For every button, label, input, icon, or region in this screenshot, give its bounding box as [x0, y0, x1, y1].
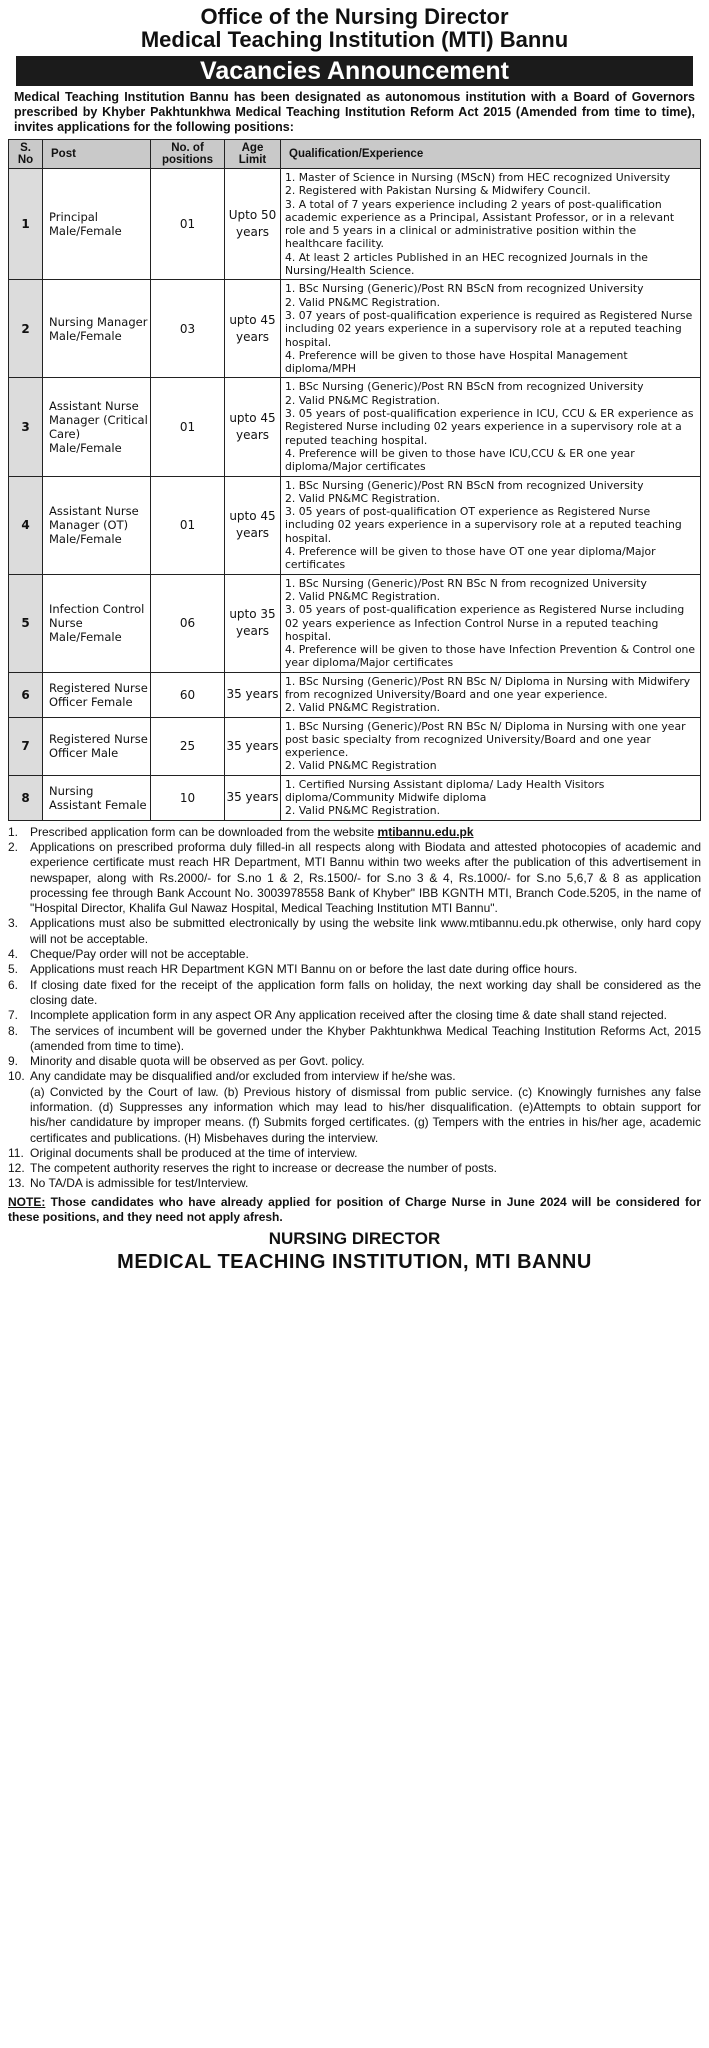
cell-age: 35 years [225, 672, 281, 717]
note-10-subitems: (a) Convicted by the Court of law. (b) Previous history of dismissal from public service. (c) Knowingly furnishes any false information. (d) Suppresses any information which may lead to his/her disqualification. (e)Attempts to obtain support for his/her candidature by improper means. (f) Submits forged certificates. (g) Tempers with the entries in his/her age, academic certificates and publications. (H) Misbehaves during the interview. [30, 1084, 701, 1145]
note-item: 12. The competent authority reserves the right to increase or decrease the number of posts. [8, 1161, 497, 1176]
cell-qualification [281, 717, 701, 775]
cell-qualification [281, 169, 701, 280]
cell-sno: 3 [9, 378, 43, 476]
table-row [9, 378, 701, 476]
cell-post: Principal Male/Female [43, 169, 151, 280]
cell-age: upto 45 years [225, 280, 281, 378]
signatory-title: NURSING DIRECTOR [268, 1228, 441, 1248]
note-item: 11. Original documents shall be produced at the time of interview. [8, 1145, 358, 1160]
note-text: Those candidates who have already applied for position of Charge Nurse in June 2024 will be considered for these positions, and they need not apply afresh. [8, 1194, 701, 1224]
table-row [9, 717, 701, 775]
cell-positions: 25 [151, 717, 225, 775]
note-item: 3. Applications must also be submitted electronically by using the website link www.mtibannu.edu.pk otherwise, only hard copy will not be acceptable. [8, 916, 701, 946]
cell-sno: 5 [9, 574, 43, 672]
institution-title: Medical Teaching Institution (MTI) Bannu [140, 27, 569, 52]
intro-paragraph: Medical Teaching Institution Bannu has been designated as autonomous institution with a Board of Governors prescribed by Khyber Pakhtunkhwa Medical Teaching Institution Reform Act 2015 (Amended from time to time), invites applications for the following positions: [14, 90, 695, 134]
note-item: 8. The services of incumbent will be governed under the Khyber Pakhtunkhwa Medical Teaching Institution Reforms Act, 2015 (amended from time to time). [8, 1023, 701, 1053]
qualification-item: 1. BSc Nursing (Generic)/Post RN BSc N/ Diploma in Nursing with one year post basic specialty from recognized University/Board and one year experience. [285, 719, 686, 760]
cell-post: Assistant Nurse Manager (OT) Male/Female [43, 476, 151, 574]
cell-positions: 10 [151, 775, 225, 820]
qualification-item: 4. At least 2 articles Published in an HEC recognized Journals in the Nursing/Health Science. [285, 250, 648, 278]
qualification-item: 1. BSc Nursing (Generic)/Post RN BSc N/ Diploma in Nursing with Midwifery from recognized University/Board and one year experience. [285, 674, 691, 701]
cell-age: 35 years [225, 775, 281, 820]
cell-post: Registered Nurse Officer Male [43, 717, 151, 775]
qualification-item: 4. Preference will be given to those have Hospital Management diploma/MPH [285, 348, 628, 376]
qualification-item: 2. Valid PN&MC Registration. [285, 804, 441, 818]
cell-qualification [281, 280, 701, 378]
cell-post: Nursing Assistant Female [43, 775, 151, 820]
qualification-item: 4. Preference will be given to those have ICU,CCU & ER one year diploma/Major certificates [285, 446, 635, 474]
vacancies-table [8, 139, 701, 821]
qualification-item: 2. Valid PN&MC Registration. [285, 393, 441, 407]
qualification-item: 3. 05 years of post-qualification OT experience as Registered Nurse including 02 years experience in a supervisory role at a reputed teaching hospital. [285, 505, 682, 545]
cell-sno: 8 [9, 775, 43, 820]
qualification-item: 3. 05 years of post-qualification experience in ICU, CCU & ER experience as Registered Nurse including 02 years experience in a supervisory role at a reputed teaching hospital. [285, 407, 694, 447]
note-item: 7. Incomplete application form in any aspect OR Any application received after the closing time & date shall stand rejected. [8, 1008, 668, 1023]
table-row [9, 280, 701, 378]
note-label: NOTE: [8, 1194, 46, 1209]
cell-age: upto 35 years [225, 574, 281, 672]
cell-post: Infection Control Nurse Male/Female [43, 574, 151, 672]
cell-age: upto 45 years [225, 476, 281, 574]
cell-qualification [281, 378, 701, 476]
qualification-item: 2. Valid PN&MC Registration. [285, 701, 441, 715]
announcement-banner: Vacancies Announcement [16, 56, 693, 86]
note-item: 9. Minority and disable quota will be observed as per Govt. policy. [8, 1054, 365, 1069]
cell-positions: 60 [151, 672, 225, 717]
qualification-item: 1. BSc Nursing (Generic)/Post RN BScN from recognized University [285, 380, 644, 394]
cell-age: upto 45 years [225, 378, 281, 476]
qualification-item: 1. BSc Nursing (Generic)/Post RN BSc N from recognized University [285, 576, 647, 590]
qualification-item: 2. Registered with Pakistan Nursing & Midwifery Council. [285, 184, 591, 198]
website-link[interactable]: mtibannu.edu.pk [377, 824, 474, 839]
cell-post: Assistant Nurse Manager (Critical Care) Male/Female [43, 378, 151, 476]
note-item: 13. No TA/DA is admissible for test/Interview. [8, 1176, 249, 1191]
office-title: Office of the Nursing Director [200, 4, 509, 29]
note-block [8, 1195, 701, 1225]
note-item: 2. Applications on prescribed proforma duly filled-in all respects along with Biodata and attested photocopies of academic and experience certificate must reach HR Department, MTI Bannu within two weeks after the publication of this advertisement in newspaper, along with Rs.2000/- for S.no 1 & 2, Rs.1500/- for S.no 3 & 4, Rs.1000/- for S.no 5,6,7 & 8 as application processing fee through Bank Account No. 3003978558 Bank of Khyber" IBB KGNTH MTI, Branch Code.5205, in the name of "Hospital Director, Khalifa Gul Nawaz Hospital, Medical Teaching Institution MTI Bannu". [8, 839, 701, 916]
signature-block [8, 1229, 701, 1275]
cell-sno: 7 [9, 717, 43, 775]
cell-qualification [281, 574, 701, 672]
cell-qualification [281, 476, 701, 574]
qualification-item: 2. Valid PN&MC Registration [285, 759, 437, 773]
note-item: 1. Prescribed application form can be downloaded from the website mtibannu.edu.pk [8, 824, 474, 839]
cell-qualification [281, 775, 701, 820]
cell-age: 35 years [225, 717, 281, 775]
qualification-item: 3. A total of 7 years experience including 2 years of post-qualification academic experience as a Principal, Assistant Professor, or in a relevant role and 5 years in a clinical or administrative position within the healthcare facility. [285, 197, 675, 251]
table-row [9, 476, 701, 574]
qualification-item: 1. Master of Science in Nursing (MScN) from HEC recognized University [285, 171, 671, 184]
cell-positions: 06 [151, 574, 225, 672]
table-header-row [9, 140, 701, 169]
note-item: 10. Any candidate may be disqualified and/or excluded from interview if he/she was. [8, 1069, 456, 1084]
signatory-institution: MEDICAL TEACHING INSTITUTION, MTI BANNU [117, 1250, 592, 1273]
notes-list [8, 825, 701, 1192]
header-sno: S. No [9, 140, 43, 169]
qualification-item: 3. 07 years of post-qualification experience is required as Registered Nurse including 02 years experience in a supervisory role at a reputed teaching hospital. [285, 308, 693, 349]
header-qualification: Qualification/Experience [281, 140, 701, 169]
qualification-item: 4. Preference will be given to those have Infection Prevention & Control one year diploma/Major certificates [285, 643, 696, 670]
qualification-item: 1. BSc Nursing (Generic)/Post RN BScN from recognized University [285, 478, 644, 492]
cell-positions: 01 [151, 169, 225, 280]
qualification-item: 2. Valid PN&MC Registration. [285, 491, 441, 505]
header-post: Post [43, 140, 151, 169]
header-age: Age Limit [225, 140, 281, 169]
qualification-item: 2. Valid PN&MC Registration. [285, 295, 441, 309]
cell-post: Nursing Manager Male/Female [43, 280, 151, 378]
cell-positions: 01 [151, 476, 225, 574]
table-row [9, 672, 701, 717]
cell-sno: 6 [9, 672, 43, 717]
qualification-item: 1. Certified Nursing Assistant diploma/ Lady Health Visitors diploma/Community Midwife diploma [285, 777, 605, 805]
cell-positions: 01 [151, 378, 225, 476]
cell-sno: 4 [9, 476, 43, 574]
cell-sno: 1 [9, 169, 43, 280]
qualification-item: 4. Preference will be given to those have OT one year diploma/Major certificates [285, 545, 656, 572]
cell-age: Upto 50 years [225, 169, 281, 280]
note-item: 6. If closing date fixed for the receipt of the application form falls on holiday, the next working day shall be considered as the closing date. [8, 977, 701, 1007]
table-row [9, 775, 701, 820]
header-positions: No. of positions [151, 140, 225, 169]
cell-qualification [281, 672, 701, 717]
table-row [9, 169, 701, 280]
note-item: 5. Applications must reach HR Department KGN MTI Bannu on or before the last date during office hours. [8, 962, 578, 977]
qualification-item: 3. 05 years of post-qualification experience as Registered Nurse including 02 years experience as Infection Control Nurse in a reputed teaching hospital. [285, 603, 685, 643]
qualification-item: 2. Valid PN&MC Registration. [285, 589, 441, 603]
note-item: 4. Cheque/Pay order will not be acceptable. [8, 947, 249, 962]
table-row [9, 574, 701, 672]
cell-positions: 03 [151, 280, 225, 378]
cell-sno: 2 [9, 280, 43, 378]
qualification-item: 1. BSc Nursing (Generic)/Post RN BScN from recognized University [285, 282, 644, 296]
cell-post: Registered Nurse Officer Female [43, 672, 151, 717]
